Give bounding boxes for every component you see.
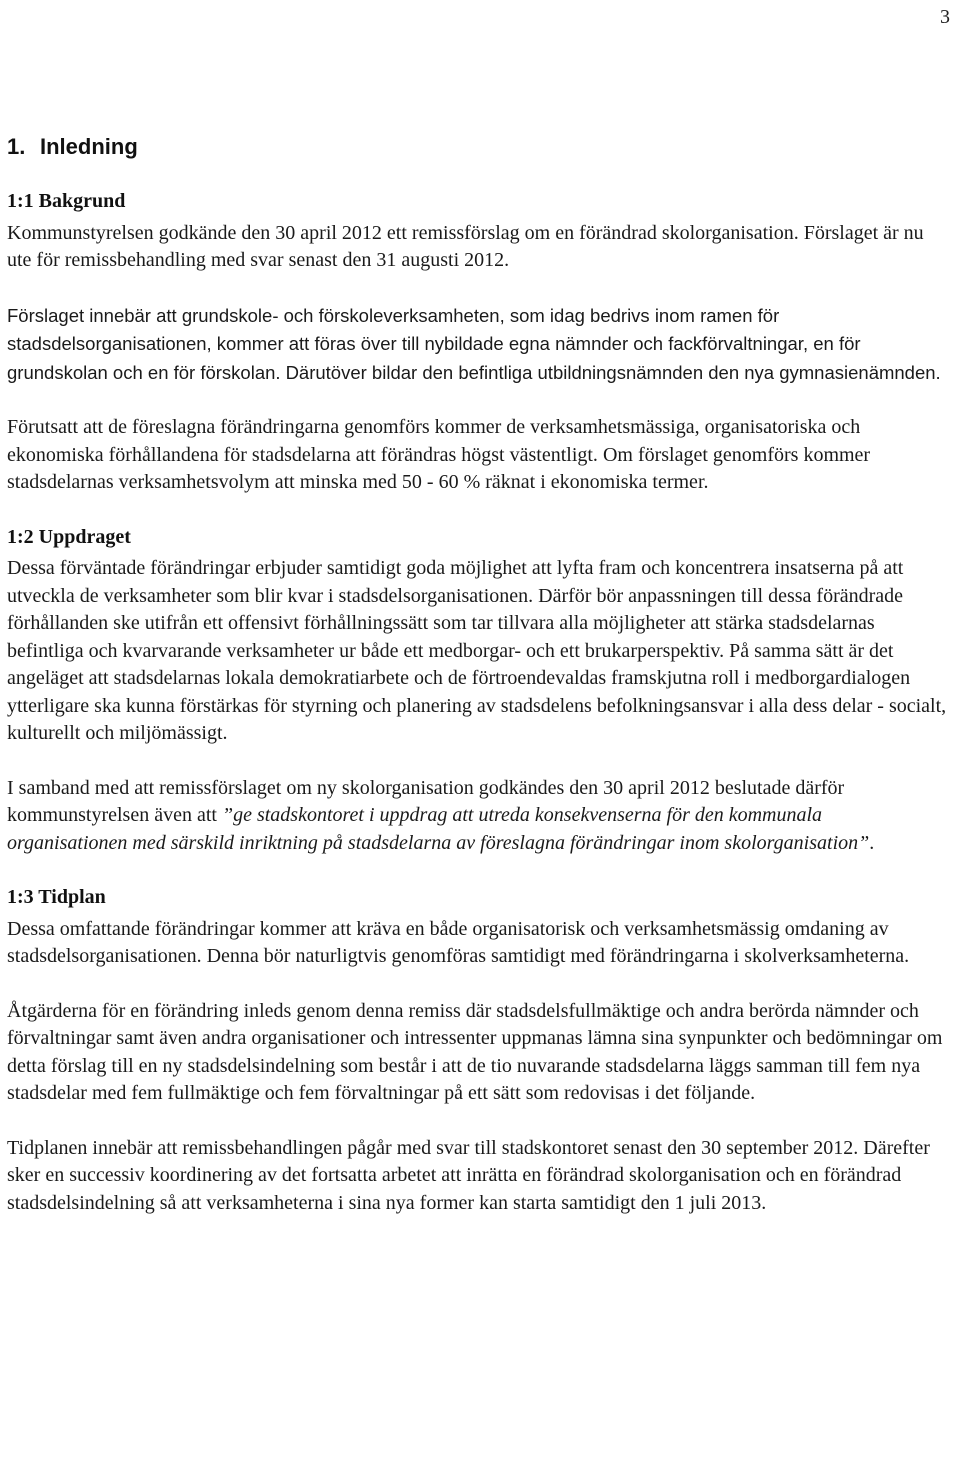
paragraph: Dessa omfattande förändringar kommer att kräva en både organisatorisk och verksamhetsmässig omdaning av stadsdelsorganisationen. Denna bör naturligtvis genomföras samtidigt med förändringarna i skolverksamheterna.	[7, 917, 910, 967]
section-heading-uppdraget: 1:2 Uppdraget	[7, 525, 131, 548]
paragraph-text: Därutöver bildar den befintliga utbildningsnämnden den nya gymnasienämnden.	[285, 361, 941, 383]
section-heading-tidplan: 1:3 Tidplan	[7, 886, 106, 908]
paragraph-text: Om förslaget genomförs kommer stadsdelarnas verksamhetsvolym att minska med 50 - 60 % räknat i ekonomiska termer.	[7, 443, 871, 493]
chapter-number: 1.	[7, 134, 26, 159]
quoted-assignment: ”ge stadskontoret i uppdrag att utreda konsekvenserna för den kommunala organisationen med särskild inriktning på stadsdelarna av föreslagna förändringar inom skolorganisation”	[7, 804, 870, 854]
paragraph-text: I samband med att remissförslaget om ny skolorganisation godkändes den 30 april 2012 beslutade därför kommunstyrelsen även att	[7, 776, 845, 826]
paragraph: Åtgärderna för en förändring inleds genom denna remiss där stadsdelsfullmäktige och andra berörda nämnder och förvaltningar samt även andra organisationer och intressenter uppmanas lämna sina synpunkter och bedömningar om detta förslag till en ny stadsdelsindelning som består i att de tio nuvarande stadsdelarna läggs samman till fem nya stadsdelar med fem fullmäktige och fem förvaltningar på ett sätt som redovisas i det följande.	[7, 999, 943, 1104]
paragraph: Tidplanen innebär att remissbehandlingen pågår med svar till stadskontoret senast den 30 september 2012. Därefter sker en successiv koordinering av det fortsatta arbetet att inrätta en förändrad skolorganisation och en förändrad stadsdelsindelning så att verksamheterna i sina nya former kan starta samtidigt den 1 juli 2013.	[7, 1136, 930, 1214]
section-heading-bakgrund: 1:1 Bakgrund	[7, 190, 126, 212]
chapter-title: Inledning	[40, 134, 138, 159]
paragraph-text: .	[869, 831, 875, 854]
paragraph	[7, 302, 947, 388]
document-body	[7, 128, 947, 1244]
paragraph: Dessa förväntade förändringar erbjuder samtidigt goda möjlighet att lyfta fram och koncentrera insatserna på att utveckla de verksamheter som blir kvar i stadsdelsorganisationen. Därför bör anpassningen till dessa förändrade förhållanden ske utifrån ett offensivt förhållningssätt som tar tillvara alla möjligheter att stärka stadsdelarnas befintliga och kvarvarande verksamheter ur både ett medborgar- och ett brukarperspektiv. På samma sätt är det angeläget att stadsdelarnas lokala demokratiarbete och de förtroendevaldas framskjutna roll i medborgardialogen ytterligare ska kunna förstärkas för styrning och planering av stadsdelens befolkningsansvar i alla dess delar - socialt, kulturellt och miljömässigt.	[7, 557, 947, 744]
paragraph-text: Förutsatt att de föreslagna förändringarna genomförs kommer de verksamhetsmässiga, organisatoriska och ekonomiska förhållandena för stadsdelarna att förändras högst västentligt.	[7, 416, 861, 466]
page-number: 3	[940, 6, 950, 28]
paragraph	[7, 414, 947, 497]
paragraph	[7, 775, 947, 858]
chapter-heading	[7, 128, 947, 166]
paragraph-text: Förslaget innebär att grundskole- och förskoleverksamheten, som idag bedrivs inom ramen för stadsdelsorganisationen, kommer att föras över till nybildade egna nämnder och fackförvaltningar, en för grundskolan och en för förskolan.	[7, 304, 861, 383]
paragraph: Kommunstyrelsen godkände den 30 april 2012 ett remissförslag om en förändrad skolorganisation. Förslaget är nu ute för remissbehandling med svar senast den 31 augusti 2012.	[7, 221, 924, 271]
